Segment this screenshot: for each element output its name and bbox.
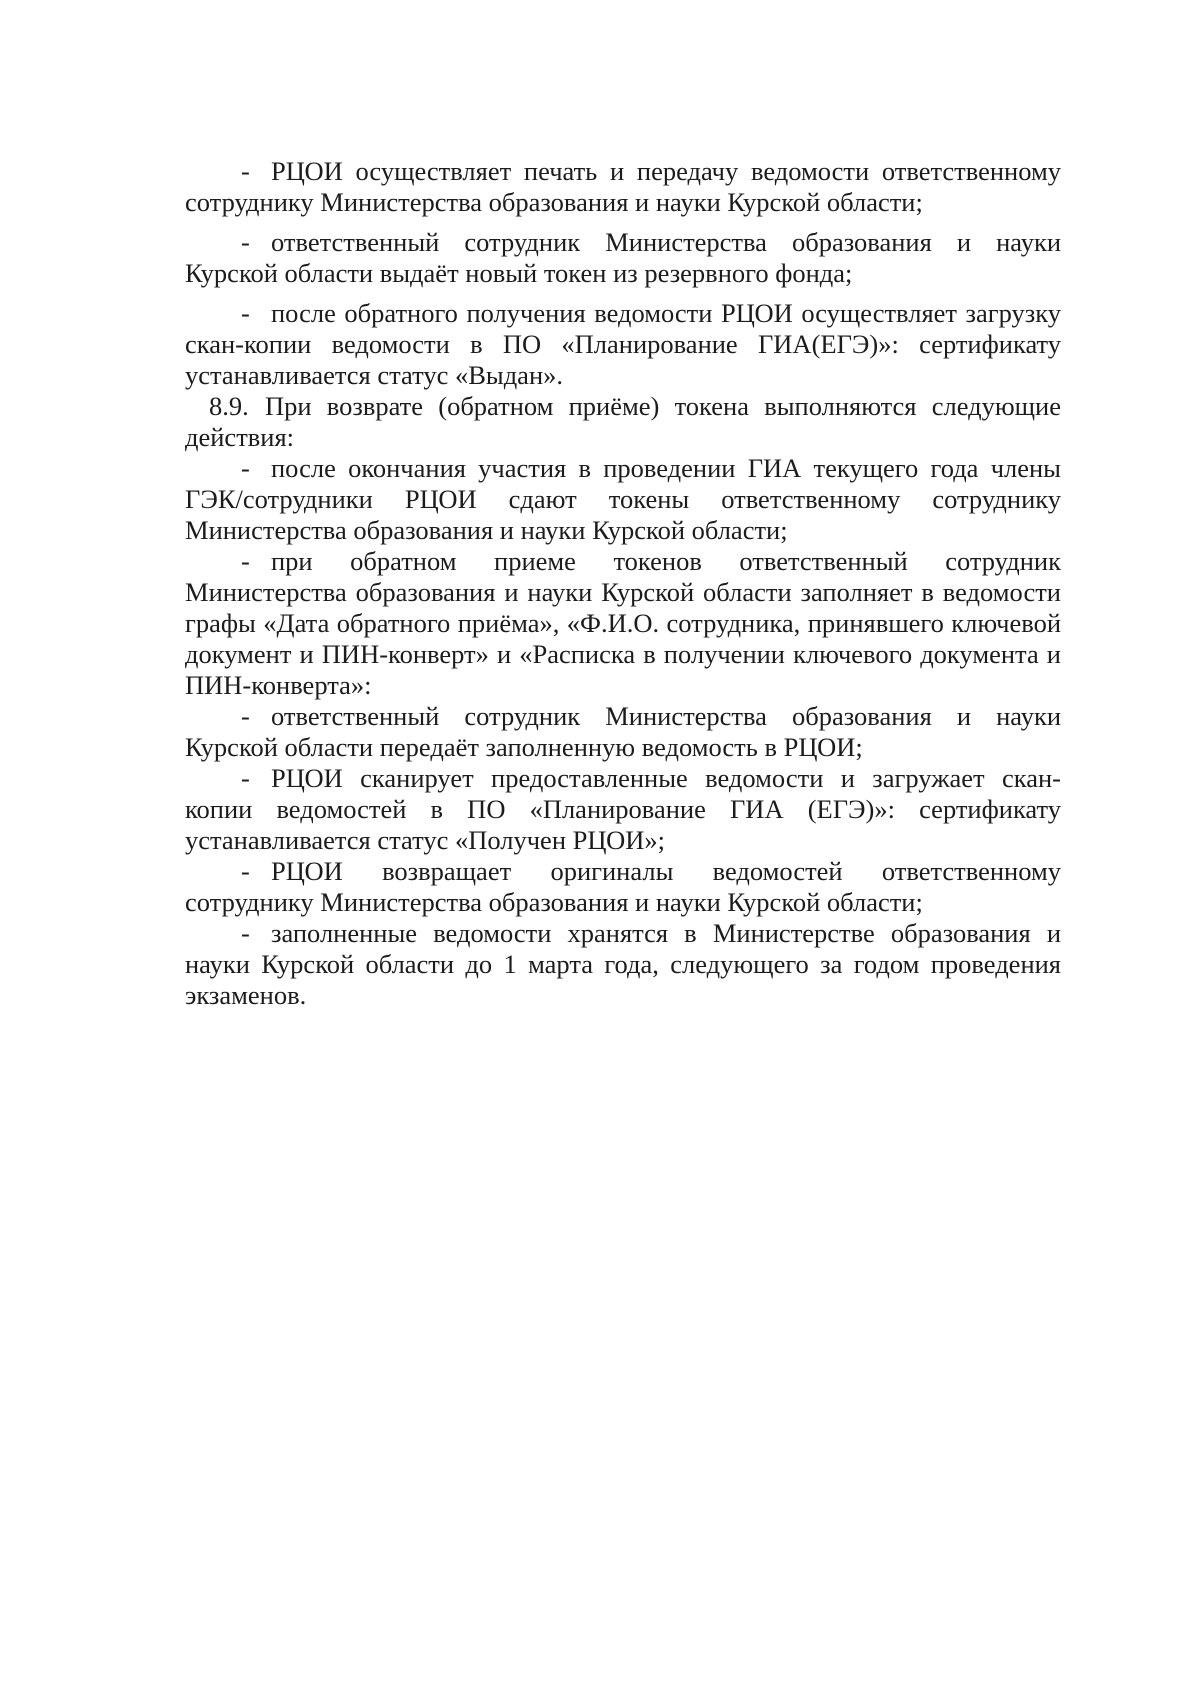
list-item-text: заполненные ведомости хранятся в Министерстве образования и науки Курской области до 1 марта года, следующего за годом проведения экзаменов. bbox=[185, 918, 1061, 1010]
list-item-text: после обратного получения ведомости РЦОИ осуществляет загрузку скан-копии ведомости в ПО «Планирование ГИА(ЕГЭ)»: сертификату устанавливается статус «Выдан». bbox=[185, 298, 1061, 390]
list-marker: - bbox=[241, 453, 250, 483]
list-item-text: ответственный сотрудник Министерства образования и науки Курской области выдаёт новый токен из резервного фонда; bbox=[185, 227, 1061, 288]
list-marker: - bbox=[241, 298, 250, 328]
list-item-text: РЦОИ возвращает оригиналы ведомостей ответственному сотруднику Министерства образования и науки Курской области; bbox=[185, 856, 1061, 917]
list-marker: - bbox=[241, 546, 250, 576]
list-item bbox=[185, 701, 1061, 763]
list-marker: - bbox=[241, 156, 250, 186]
list-item-text: при обратном приеме токенов ответственный сотрудник Министерства образования и науки Курской области заполняет в ведомости графы «Дата обратного приёма», «Ф.И.О. сотрудника, принявшего ключевой документ и ПИН-конверт» и «Расписка в получении ключевого документа и ПИН-конверта»: bbox=[185, 546, 1061, 700]
clause-text: При возврате (обратном приёме) токена выполняются следующие действия: bbox=[185, 391, 1061, 452]
clause-number: 8.9. bbox=[209, 391, 249, 421]
list-marker: - bbox=[241, 856, 250, 886]
list-marker: - bbox=[241, 701, 250, 731]
list-item bbox=[185, 156, 1061, 218]
document-body bbox=[185, 156, 1061, 1011]
list-item bbox=[185, 763, 1061, 856]
list-item-text: РЦОИ сканирует предоставленные ведомости и загружает скан-копии ведомостей в ПО «Планирование ГИА (ЕГЭ)»: сертификату устанавливается статус «Получен РЦОИ»; bbox=[185, 763, 1061, 855]
list-item bbox=[185, 298, 1061, 391]
list-item-text: после окончания участия в проведении ГИА текущего года члены ГЭК/сотрудники РЦОИ сдают токены ответственному сотруднику Министерства образования и науки Курской области; bbox=[185, 453, 1061, 545]
list-item bbox=[185, 918, 1061, 1011]
numbered-clause bbox=[185, 391, 1061, 453]
list-marker: - bbox=[241, 763, 250, 793]
list-item bbox=[185, 546, 1061, 701]
list-item bbox=[185, 227, 1061, 289]
list-marker: - bbox=[241, 227, 250, 257]
list-item bbox=[185, 856, 1061, 918]
list-item-text: РЦОИ осуществляет печать и передачу ведомости ответственному сотруднику Министерства образования и науки Курской области; bbox=[185, 156, 1061, 217]
list-item bbox=[185, 453, 1061, 546]
list-marker: - bbox=[241, 918, 250, 948]
list-item-text: ответственный сотрудник Министерства образования и науки Курской области передаёт заполненную ведомость в РЦОИ; bbox=[185, 701, 1061, 762]
